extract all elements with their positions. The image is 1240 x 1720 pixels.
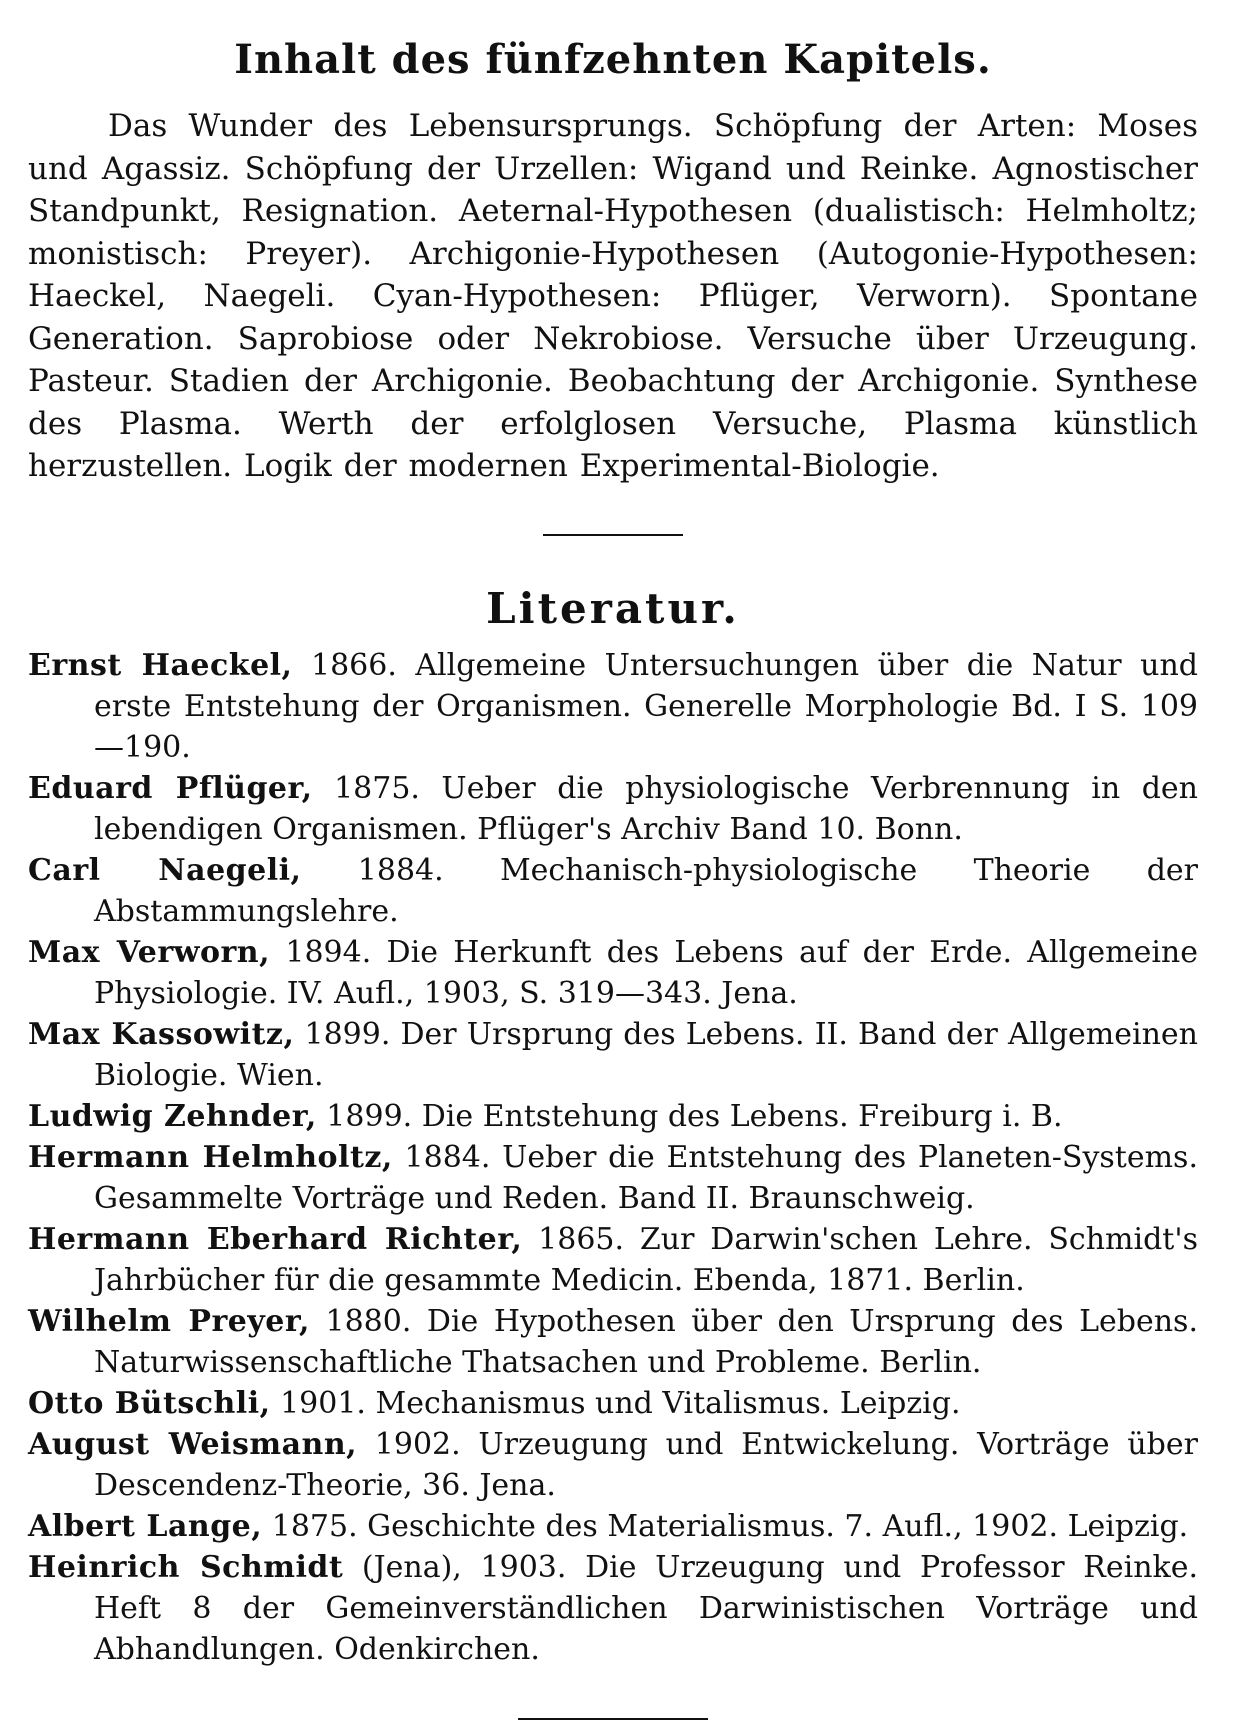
- literature-entry: [28, 645, 1198, 768]
- literature-list: [28, 645, 1198, 1670]
- literature-entry: [28, 1424, 1198, 1506]
- entry-text: 1902. Urzeugung und Entwickelung. Vorträge über Descendenz-Theorie, 36. Jena.: [94, 1426, 1198, 1503]
- end-divider: [518, 1718, 708, 1720]
- entry-author: Max Verworn,: [28, 934, 271, 970]
- entry-author: Ludwig Zehnder,: [28, 1098, 317, 1134]
- entry-author: Ernst Haeckel,: [28, 647, 293, 683]
- literature-title: Literatur.: [486, 583, 740, 633]
- entry-text: 1880. Die Hypothesen über den Ursprung des Lebens. Naturwissenschaftliche Thatsachen und Probleme. Berlin.: [94, 1303, 1198, 1380]
- entry-text: 1884. Ueber die Entstehung des Planeten-Systems. Gesammelte Vorträge und Reden. Band II. Braunschweig.: [94, 1139, 1198, 1216]
- entry-author: Hermann Helmholtz,: [28, 1139, 393, 1175]
- entry-author: August Weismann,: [28, 1426, 358, 1462]
- entry-text: 1875. Geschichte des Materialismus. 7. Aufl., 1902. Leipzig.: [262, 1508, 1189, 1544]
- chapter-summary: Das Wunder des Lebensursprungs. Schöpfung der Arten: Moses und Agassiz. Schöpfung der Urzellen: Wigand und Reinke. Agnostischer Standpunkt, Resignation. Aeternal-Hypothesen (dualistisch: Helmholtz; monistisch: Preyer). Archigonie-Hypothesen (Autogonie-Hypothesen: Haeckel, Naegeli. Cyan-Hypothesen: Pflüger, Verworn). Spontane Generation. Saprobiose oder Nekrobiose. Versuche über Urzeugung. Pasteur. Stadien der Archigonie. Beobachtung der Archigonie. Synthese des Plasma. Werth der erfolglosen Versuche, Plasma künstlich herzustellen. Logik der modernen Experimental-Biologie.: [28, 108, 1198, 484]
- entry-text: 1865. Zur Darwin'schen Lehre. Schmidt's Jahrbücher für die gesammte Medicin. Ebenda, 1871. Berlin.: [94, 1221, 1198, 1298]
- entry-author: Hermann Eberhard Richter,: [28, 1221, 523, 1257]
- entry-author: Carl Naegeli,: [28, 852, 302, 888]
- literature-entry: [28, 1506, 1198, 1547]
- entry-text: 1894. Die Herkunft des Lebens auf der Erde. Allgemeine Physiologie. IV. Aufl., 1903, S. 319—343. Jena.: [94, 934, 1198, 1011]
- entry-text: (Jena), 1903. Die Urzeugung und Professor Reinke. Heft 8 der Gemeinverständlichen Darwinistischen Vorträge und Abhandlungen. Odenkirchen.: [94, 1549, 1198, 1667]
- literature-entry: [28, 768, 1198, 850]
- chapter-title: Inhalt des fünfzehnten Kapitels.: [234, 36, 992, 83]
- entry-author: Eduard Pflüger,: [28, 770, 313, 806]
- section-divider: [543, 534, 683, 536]
- literature-entry: [28, 850, 1198, 932]
- literature-entry: [28, 1383, 1198, 1424]
- page: [28, 36, 1198, 1720]
- entry-text: 1884. Mechanisch-physiologische Theorie der Abstammungslehre.: [94, 852, 1199, 929]
- entry-text: 1875. Ueber die physiologische Verbrennung in den lebendigen Organismen. Pflüger's Archiv Band 10. Bonn.: [94, 770, 1198, 847]
- literature-entry: [28, 1014, 1198, 1096]
- literature-entry: [28, 1301, 1198, 1383]
- entry-author: Otto Bütschli,: [28, 1385, 271, 1421]
- entry-author: Wilhelm Preyer,: [28, 1303, 310, 1339]
- entry-text: 1901. Mechanismus und Vitalismus. Leipzig.: [270, 1385, 961, 1421]
- literature-entry: [28, 1137, 1198, 1219]
- entry-text: 1866. Allgemeine Untersuchungen über die Natur und erste Entstehung der Organismen. Generelle Morphologie Bd. I S. 109—190.: [94, 647, 1198, 765]
- literature-entry: [28, 1096, 1198, 1137]
- literature-entry: [28, 932, 1198, 1014]
- entry-text: 1899. Der Ursprung des Lebens. II. Band der Allgemeinen Biologie. Wien.: [94, 1016, 1198, 1093]
- entry-author: Max Kassowitz,: [28, 1016, 295, 1052]
- literature-entry: [28, 1219, 1198, 1301]
- entry-author: Albert Lange,: [28, 1508, 263, 1544]
- entry-author: Heinrich Schmidt: [28, 1549, 344, 1585]
- literature-entry: [28, 1547, 1198, 1670]
- entry-text: 1899. Die Entstehung des Lebens. Freiburg i. B.: [316, 1098, 1063, 1134]
